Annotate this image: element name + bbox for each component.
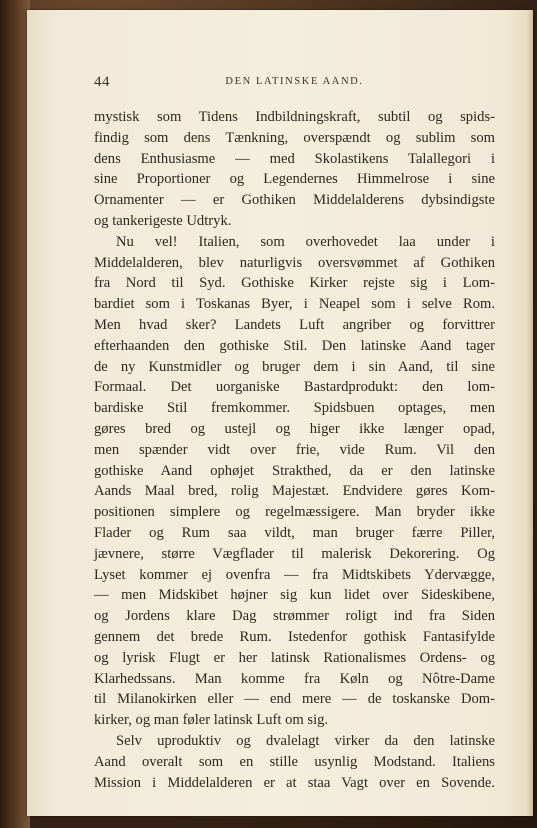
text-line: Ornamenter — er Gothiken Middelalderens dybsindigste	[94, 192, 495, 209]
text-line: Lyset kommer ej ovenfra — fra Midtskibets Ydervægge,	[94, 566, 495, 583]
text-line: bardiet som i Toskanas Byer, i Neapel som i selve Rom.	[94, 296, 495, 313]
text-line: bardiske Stil fremkommer. Spidsbuen optages, men	[94, 400, 495, 417]
body-text	[94, 107, 495, 793]
text-line: Mission i Middelalderen er at staa Vagt over en Sovende.	[94, 774, 495, 791]
text-line: Flader og Rum saa vildt, man bruger færre Piller,	[94, 524, 495, 541]
text-line: gennem det brede Rum. Istedenfor gothisk Fantasifylde	[94, 628, 495, 645]
text-line: gothiske Aand ophøjet Strakthed, da er den latinske	[94, 462, 495, 479]
book-spine-edge	[0, 0, 30, 828]
text-line: Men hvad sker? Landets Luft angriber og forvittrer	[94, 316, 495, 333]
text-line: dens Enthusiasme — med Skolastikens Talallegori i	[94, 150, 495, 167]
text-line: og Jordens klare Dag strømmer roligt ind fra Siden	[94, 608, 495, 625]
text-line: mystisk som Tidens Indbildningskraft, subtil og spids-	[94, 109, 495, 125]
page-edge	[527, 10, 533, 816]
text-line: — men Midskibet højner sig kun lidet over Sideskibene,	[94, 587, 495, 604]
text-line: Nu vel! Italien, som overhovedet laa under i	[116, 233, 495, 250]
text-line: Selv uproduktiv og dvalelagt virker da den latinske	[116, 732, 495, 749]
text-line: de ny Kunstmidler og bruger dem i sin Aand, til sine	[94, 358, 495, 375]
text-line: kirker, og man føler latinsk Luft om sig.	[94, 712, 329, 729]
text-line: efterhaanden den gothiske Stil. Den latinske Aand tager	[94, 337, 495, 354]
text-line: positionen simplere og regelmæssigere. Man bryder ikke	[94, 504, 495, 521]
text-line: Middelalderen, blev naturligvis oversvømmet af Gothiken	[94, 254, 495, 271]
page-number: 44	[94, 74, 110, 90]
text-line: fra Nord til Syd. Gothiske Kirker rejste sig i Lom-	[94, 275, 495, 292]
text-line: Klarhedssans. Man komme fra Køln og Nôtre-Dame	[94, 670, 495, 687]
text-line: gøres bred og ustejl og higer ikke længer opad,	[94, 420, 495, 437]
text-line: sine Proportioner og Legendernes Himmelrose i sine	[94, 171, 495, 188]
text-line: Formaal. Det uorganiske Bastardprodukt: den lom-	[94, 379, 495, 396]
text-line: og tankerigeste Udtryk.	[94, 212, 232, 229]
text-line: Aands Maal bred, rolig Majestæt. Endvidere gøres Kom-	[94, 483, 495, 500]
text-line: findig som dens Tænkning, overspændt og sublim som	[94, 129, 495, 146]
text-line: og lyrisk Flugt er her latinsk Rationalismes Ordens- og	[94, 649, 495, 666]
running-head: DEN LATINSKE AAND.	[225, 76, 364, 87]
text-line: Aand overalt som en stille usynlig Modstand. Italiens	[94, 753, 495, 770]
text-line: men spænder vidt over frie, vide Rum. Vil den	[94, 441, 495, 458]
text-line: til Milanokirken eller — end mere — de toskanske Dom-	[94, 691, 495, 708]
text-line: jævnere, større Vægflader til malerisk Dekorering. Og	[94, 545, 495, 562]
page-header	[94, 74, 495, 94]
